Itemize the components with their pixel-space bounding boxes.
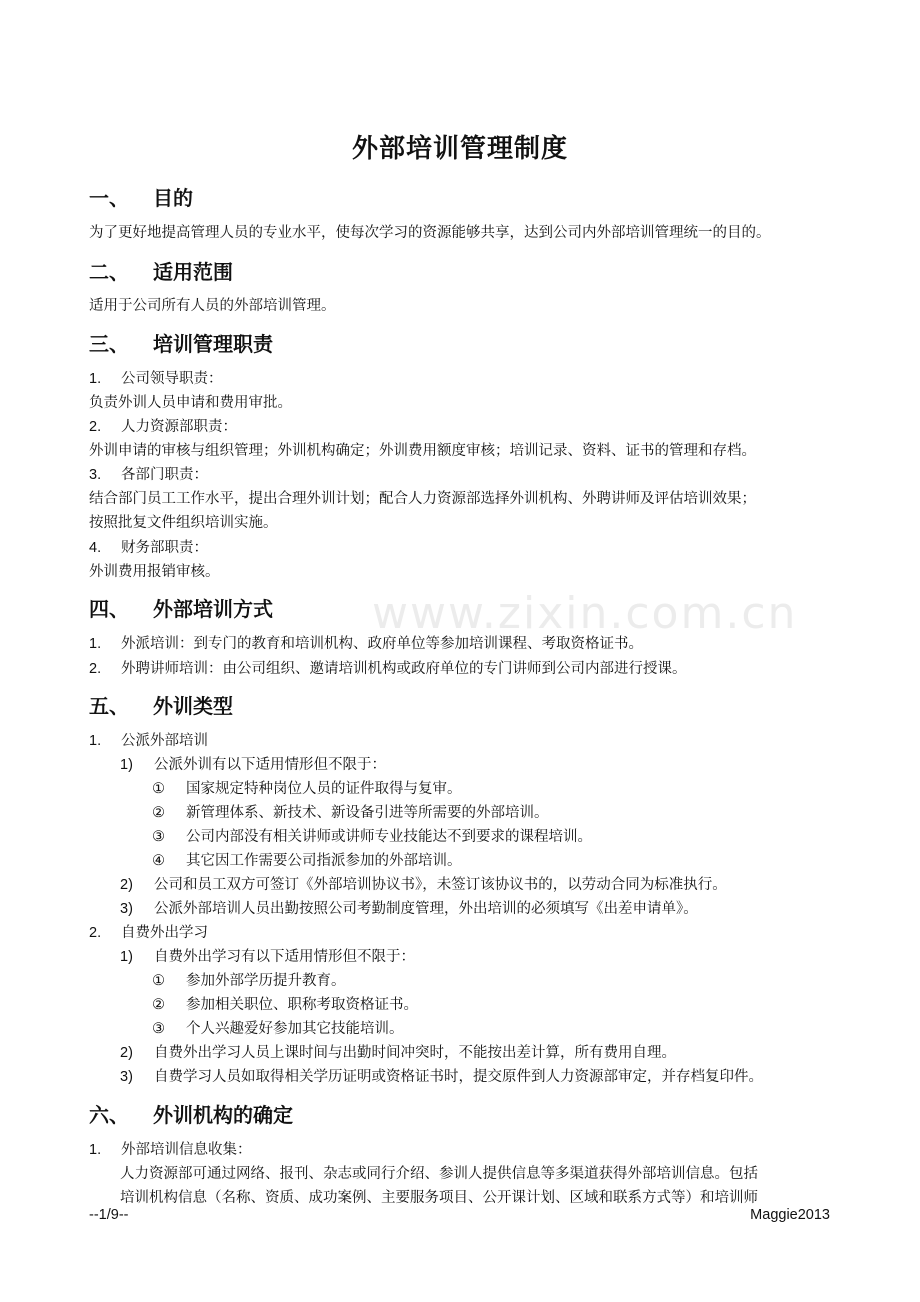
item-text: 外聘讲师培训：由公司组织、邀请培训机构或政府单位的专门讲师到公司内部进行授课。 — [121, 661, 687, 677]
sub-item — [120, 1065, 763, 1086]
item-text: 公派外部培训 — [121, 733, 208, 749]
footer-author: Maggie2013 — [750, 1207, 830, 1223]
section-1-text: 为了更好地提高管理人员的专业水平，使每次学习的资源能够共享，达到公司内外部培训管理统一的目的。 — [89, 225, 771, 241]
section-2-heading — [89, 256, 233, 285]
sub-sub-item — [152, 777, 462, 798]
section-title: 外部培训方式 — [153, 597, 273, 621]
list-item — [89, 536, 208, 557]
item-number: 4. — [89, 540, 102, 556]
item-text: 外派培训：到专门的教育和培训机构、政府单位等参加培训课程、考取资格证书。 — [121, 636, 643, 652]
list-item — [89, 657, 687, 678]
document-title: 外部培训管理制度 — [351, 134, 568, 164]
sub-item-text: 公司和员工双方可签订《外部培训协议书》，未签订该协议书的，以劳动合同为标准执行。 — [154, 877, 727, 893]
item-number: 2. — [89, 661, 102, 677]
section-title: 培训管理职责 — [153, 332, 273, 356]
paragraph-line: 人力资源部可通过网络、报刊、杂志或同行介绍、参训人提供信息等多渠道获得外部培训信息。包括 — [120, 1166, 758, 1182]
item-number: 2. — [89, 925, 102, 941]
section-5-heading — [89, 690, 233, 719]
section-6-heading — [89, 1099, 293, 1128]
section-title: 目的 — [153, 186, 193, 210]
item-number: 1. — [89, 733, 102, 749]
sub-sub-item — [152, 801, 549, 822]
section-title: 适用范围 — [153, 260, 233, 284]
item-number: 3. — [89, 467, 102, 483]
sub-item-text: 公派外训有以下适用情形但不限于： — [154, 757, 386, 773]
list-item — [89, 1138, 252, 1159]
sub-item — [120, 873, 727, 894]
section-3-heading — [89, 328, 273, 357]
sub-item-text: 自费外出学习人员上课时间与出勤时间冲突时，不能按出差计算，所有费用自理。 — [154, 1045, 676, 1061]
item-label: 人力资源部职责： — [121, 419, 237, 435]
item-text: 外训申请的审核与组织管理；外训机构确定；外训费用额度审核；培训记录、资料、证书的管理和存档。 — [89, 443, 756, 459]
section-number: 一、 — [89, 186, 129, 210]
list-item — [89, 632, 643, 653]
item-number: 2. — [89, 419, 102, 435]
sub-sub-item — [152, 969, 346, 990]
item-label: 财务部职责： — [121, 540, 208, 556]
list-item — [89, 463, 208, 484]
list-item — [89, 415, 237, 436]
circled-number: ③ — [152, 829, 165, 845]
sub-item — [120, 945, 415, 966]
sub-item-number: 2) — [120, 1045, 133, 1061]
section-number: 二、 — [89, 260, 129, 284]
item-text: 结合部门员工工作水平，提出合理外训计划；配合人力资源部选择外训机构、外聘讲师及评估培训效果； — [89, 491, 756, 507]
sub-item-number: 3) — [120, 1069, 133, 1085]
sub-sub-item-text: 新管理体系、新技术、新设备引进等所需要的外部培训。 — [186, 805, 549, 821]
sub-item — [120, 897, 698, 918]
list-item — [89, 921, 208, 942]
sub-item-text: 自费外出学习有以下适用情形但不限于： — [154, 949, 415, 965]
circled-number: ② — [152, 997, 165, 1013]
circled-number: ① — [152, 973, 165, 989]
list-item — [89, 367, 223, 388]
paragraph-line: 培训机构信息（名称、资质、成功案例、主要服务项目、公开课计划、区域和联系方式等）和培训师 — [120, 1190, 758, 1206]
sub-sub-item — [152, 1017, 404, 1038]
sub-item-number: 1) — [120, 949, 133, 965]
sub-sub-item-text: 公司内部没有相关讲师或讲师专业技能达不到要求的课程培训。 — [186, 829, 592, 845]
sub-sub-item-text: 其它因工作需要公司指派参加的外部培训。 — [186, 853, 462, 869]
sub-sub-item-text: 国家规定特种岗位人员的证件取得与复审。 — [186, 781, 462, 797]
page-number: --1/9-- — [89, 1207, 129, 1223]
circled-number: ④ — [152, 853, 165, 869]
circled-number: ① — [152, 781, 165, 797]
section-number: 三、 — [89, 332, 129, 356]
section-number: 五、 — [89, 694, 129, 718]
sub-item — [120, 753, 386, 774]
sub-sub-item-text: 参加外部学历提升教育。 — [186, 973, 346, 989]
item-text: 外部培训信息收集： — [121, 1142, 252, 1158]
sub-sub-item — [152, 849, 462, 870]
section-title: 外训机构的确定 — [153, 1103, 293, 1127]
item-text: 负责外训人员申请和费用审批。 — [89, 395, 292, 411]
sub-sub-item-text: 个人兴趣爱好参加其它技能培训。 — [186, 1021, 404, 1037]
section-number: 四、 — [89, 597, 129, 621]
sub-sub-item-text: 参加相关职位、职称考取资格证书。 — [186, 997, 418, 1013]
section-4-heading — [89, 593, 273, 622]
section-number: 六、 — [89, 1103, 129, 1127]
circled-number: ③ — [152, 1021, 165, 1037]
section-1-heading — [89, 182, 193, 211]
item-text: 外训费用报销审核。 — [89, 564, 220, 580]
sub-item — [120, 1041, 676, 1062]
sub-item-number: 2) — [120, 877, 133, 893]
sub-item-text: 自费学习人员如取得相关学历证明或资格证书时，提交原件到人力资源部审定，并存档复印件。 — [154, 1069, 763, 1085]
item-number: 1. — [89, 636, 102, 652]
sub-item-number: 3) — [120, 901, 133, 917]
watermark: www.zixin.com.cn — [372, 588, 798, 639]
item-label: 各部门职责： — [121, 467, 208, 483]
sub-item-text: 公派外部培训人员出勤按照公司考勤制度管理，外出培训的必须填写《出差申请单》。 — [154, 901, 698, 917]
circled-number: ② — [152, 805, 165, 821]
item-number: 1. — [89, 371, 102, 387]
item-number: 1. — [89, 1142, 102, 1158]
item-label: 公司领导职责： — [121, 371, 223, 387]
item-text: 按照批复文件组织培训实施。 — [89, 515, 278, 531]
sub-sub-item — [152, 993, 418, 1014]
list-item — [89, 729, 208, 750]
sub-item-number: 1) — [120, 757, 133, 773]
item-text: 自费外出学习 — [121, 925, 208, 941]
section-2-text: 适用于公司所有人员的外部培训管理。 — [89, 298, 336, 314]
section-title: 外训类型 — [153, 694, 233, 718]
sub-sub-item — [152, 825, 592, 846]
